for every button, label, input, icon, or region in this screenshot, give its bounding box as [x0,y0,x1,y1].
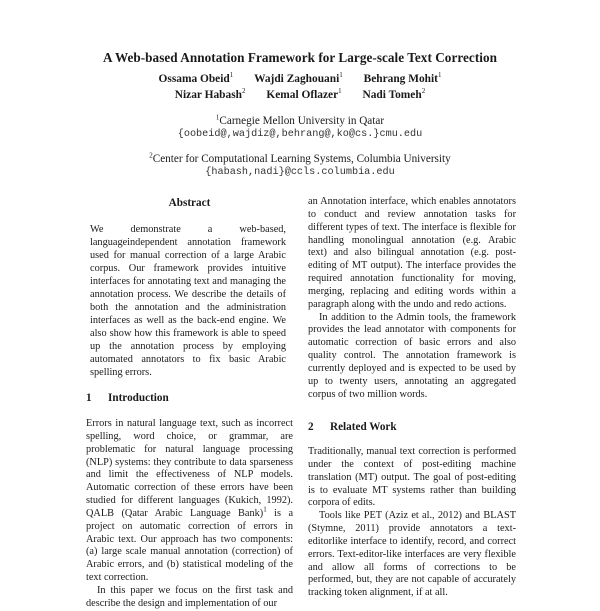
intro-paragraph-2: In this paper we focus on the first task and describe the design and implementation of our [86,584,293,609]
right-paragraph-2: In addition to the Admin tools, the framework provides the lead annotator with components for automatic correction of basic errors and also quality control. The annotation framework is currently deployed and is expected to be used by up to twenty users, annotating an aggregated corpus of two million words. [308,311,516,400]
abstract-heading: Abstract [168,197,211,209]
abstract-body [90,223,286,379]
section-2-heading: 2 Related Work [308,421,397,433]
affiliation-1-name: $^1$Carnegie Mellon University in Qatar [215,113,385,127]
intro-paragraph-1: Errors in natural language text, such as incorrect spelling, word choice, or grammar, are problematic for natural language processing (NLP) systems: they contribute to data sparseness and limit the effectiveness of NLP models. Automatic correction of these errors have been studied for different languages (Kukich, 1992). QALB (Qatar Arabic Language Bank)$^1$ is a project on automatic correction of errors in Arabic text. Our approach has two components: (a) large scale manual annotation (correction) of Arabic errors, and (b) statistical modeling of the text correction. [86,418,294,584]
right-column-intro [308,196,516,402]
author: Kemal Oflazer$^1$ [266,87,342,101]
affiliation-2-emails: {habash,nadi}@ccls.columbia.edu [205,167,395,178]
right-paragraph-1: an Annotation interface, which enables annotators to conduct and review annotation tasks for different types of text. The interface is flexible for handling monolingual annotation (e.g. Arabic text) and also bilingual annotation (e.g. post-editing of MT output). The interface provides the required annotation functionality for moving, merging, replacing and editing words within a paragraph along with the undo and redo actions. [308,196,516,310]
related-paragraph-1: Traditionally, manual text correction is performed under the context of post-editing machine translation (MT) output. The goal of post-editing is to evaluate MT systems rather than building corpora of edits. [308,446,516,509]
introduction-body [86,418,293,611]
section-1-heading: 1 Introduction [86,392,169,404]
abstract-text: We demonstrate a web-based, languageindependent annotation framework used for manual correction of a large Arabic corpus. Our framework provides intuitive interfaces for annotating text and managing the annotation process. We describe the details of both the annotation and the administration interfaces as well as the back-end engine. We also show how this framework is able to speed up the annotation process by employing automated annotators to fix basic Arabic spelling errors. [90,224,286,378]
authors-row-2 [0,89,600,101]
author: Wajdi Zaghouani$^1$ [254,71,343,85]
related-paragraph-2: Tools like PET (Aziz et al., 2012) and BLAST (Stymne, 2011) provide annotators a text-editorlike interface to identify, record, and correct errors. Text-editor-like interfaces are very flexible and allow all forms of corrections to be performed, but, they are not capable of accurately tracking token alignment, if at all. [308,510,516,599]
affiliation-2-name: $^2$Center for Computational Learning Systems, Columbia University [149,151,451,165]
authors-row-1 [0,73,600,85]
author: Ossama Obeid$^1$ [158,71,234,85]
affiliation-1-emails: {oobeid@,wajdiz@,behrang@,ko@cs.}cmu.edu [177,129,423,140]
paper-title: A Web-based Annotation Framework for Large-scale Text Correction [102,50,498,65]
author: Nadi Tomeh$^2$ [362,87,426,101]
author: Nizar Habash$^2$ [174,87,246,101]
author: Behrang Mohit$^1$ [363,71,442,85]
related-work-body [308,446,516,600]
